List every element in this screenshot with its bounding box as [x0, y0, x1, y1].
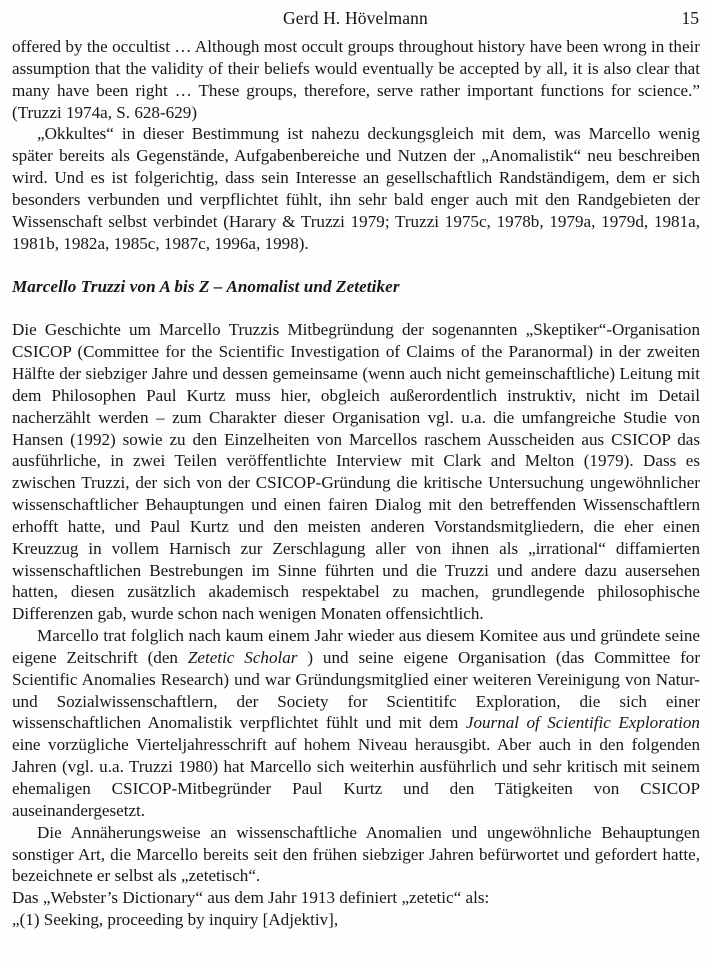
section-spacer-after — [12, 298, 700, 319]
page-number: 15 — [681, 8, 699, 28]
journal-title-jse: Journal of Scientific Exploration — [465, 713, 700, 733]
paragraph-annaeherungsweise: Die Annäherungsweise an wissenschaftliche Anomalien und ungewöhnliche Behauptungen sonstiger Art, die Marcello bereits seit den frühen siebziger Jahren befürwortet und gefordert hatte, bezeichnete er selbst als „zetetisch“. — [12, 822, 700, 886]
paragraph-zetetic-scholar-part3: eine vorzügliche Vierteljahresschrift auf hohem Niveau herausgibt. Aber auch in den folgenden Jahren (vgl. u.a. Truzzi 1980) hat Marcello sich weiterhin ausführlich und sehr kritisch mit seinem ehemaligen CSICOP-Mitbegründer Paul Kurtz und den Tätigkeiten von CSICOP auseinandergesetzt. — [12, 735, 700, 820]
section-spacer-before — [12, 254, 700, 276]
paragraph-okkultes: „Okkultes“ in dieser Bestimmung ist nahezu deckungsgleich mit dem, was Marcello wenig später bereits als Gegenstände, Aufgabenbereiche und Nutzen der „Anomalistik“ neu beschreiben wird. Und es ist folgerichtig, dass sein Interesse an gesellschaftlich Randständigem, dem er sich besonders verbunden und verpflichtet fühlt, ihn sehr bald enger auch mit den Randgebieten der Wissenschaft selbst verbindet (Harary & Truzzi 1979; Truzzi 1975c, 1978b, 1979a, 1979d, 1981a, 1981b, 1982a, 1985c, 1987c, 1996a, 1998). — [12, 124, 700, 253]
paragraph-zetetic-scholar-part2: ) und seine eigene Organisation (das Committee for Scientific Anomalies Research) und war Gründungsmitglied einer weiteren Vereinigung von Natur- und Sozialwissenschaftlern, der Society for Scientitifc Exploration, die sich einer wissenschaftlichen Anomalistik verpflichtet fühlt und mit dem — [12, 647, 701, 733]
paragraph-csicop-history: Die Geschichte um Marcello Truzzis Mitbegründung der sogenannten „Skeptiker“-Organisation CSICOP (Committee for the Scientific Investigation of Claims of the Paranormal) in der zweiten Hälfte der siebziger Jahre und dessen gemeinsame (wenn auch nicht gemeinschaftliche) Leitung mit dem Philosophen Paul Kurtz muss hier, obgleich außerordentlich instruktiv, nicht im Detail nacherzählt werden – zum Charakter dieser Organisation vgl. u.a. die umfangreiche Studie von Hansen (1992) sowie zu den Einzelheiten von Marcellos raschem Ausscheiden aus CSICOP das ausführliche, in zwei Teilen veröffentlichte Interview mit Clark and Melton (1979). Dass es zwischen Truzzi, der sich von der CSICOP-Gründung die kritische Untersuchung ungewöhnlicher wissenschaftlicher Behauptungen und einen fairen Dialog mit den betreffenden Wissenschaftlern erhofft hatte, und Paul Kurtz und den meisten anderen Vorstandsmitgliedern, die eher einen Kreuzzug in vollem Harnisch zur Zerschlagung aller von ihnen als „irrational“ diffamierten wissenschaftlichen Bestrebungen im Sinne führten und die Truzzi und andere dazu ausersehen hatten, diesen zusätzlich akademisch respektabel zu machen, grundlegende philosophische Differenzen gab, wurde schon nach wenigen Monaten offensichtlich. — [12, 320, 700, 624]
paragraph-quote-continuation: offered by the occultist … Although most occult groups throughout history have been wrong in their assumption that the validity of their beliefs would eventually be accepted by all, it is also clear that many have been right … These groups, therefore, serve rather important functions for science.” (Truzzi 1974a, S. 628-629) — [12, 37, 700, 122]
body-text-block — [12, 36, 700, 931]
journal-title-zetetic-scholar: Zetetic Scholar — [187, 647, 298, 667]
line-webster-dictionary: Das „Webster’s Dictionary“ aus dem Jahr 1913 definiert „zetetic“ als: — [12, 888, 490, 908]
running-head-author: Gerd H. Hövelmann — [283, 8, 428, 28]
paragraph-zetetic-scholar-part1: Marcello trat folglich nach kaum einem Jahr wieder aus diesem Komitee aus und gründete seine eigene Zeitschrift (den — [12, 626, 700, 667]
running-head — [12, 0, 699, 36]
section-heading: Marcello Truzzi von A bis Z – Anomalist und Zetetiker — [12, 277, 400, 297]
line-definition-one: „(1) Seeking, proceeding by inquiry [Adjektiv], — [12, 910, 339, 930]
paragraph-zetetic-scholar — [12, 625, 700, 822]
